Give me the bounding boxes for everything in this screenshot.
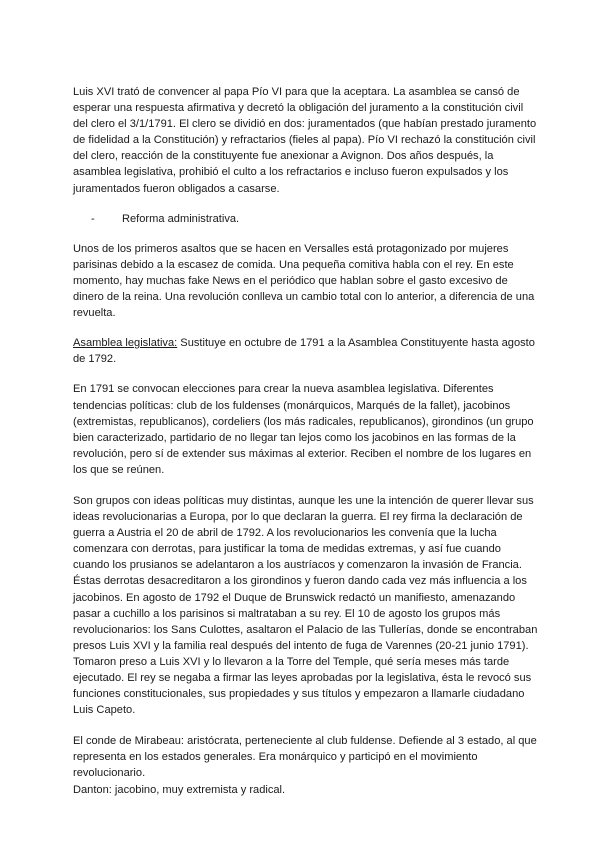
paragraph-danton: Danton: jacobino, muy extremista y radical.: [73, 783, 286, 796]
asamblea-legislativa-text: Sustituye en octubre de 1791 a la Asamblea Constituyente hasta agosto de 1792.: [73, 337, 535, 366]
bullet-item: [91, 211, 540, 227]
bullet-text: Reforma administrativa.: [122, 212, 240, 225]
paragraph-asamblea-legislativa: [73, 335, 540, 367]
paragraph-elecciones: En 1791 se convocan elecciones para crear la nueva asamblea legislativa. Diferentes tendencias políticas: club de los fuldenses (monárquicos, Marqués de la fallet), jacobinos (extremistas, republicanos), cordeliers (los más radicales, republicanos), girondinos (un grupo bien caracterizado, partidario de no llegar tan lejos como los jacobinos en las formas de la revolución, pero sí de extender sus máximas al exterior. Reciben el nombre de los lugares en los que se reúnen.: [73, 383, 534, 476]
bullet-dash: -: [91, 212, 95, 225]
paragraph-mirabeau: El conde de Mirabeau: aristócrata, perteneciente al club fuldense. Defiende al 3 estado, al que representa en los estados generales. Era monárquico y participó en el movimiento revolucionario.: [73, 735, 537, 780]
paragraph-papa-pio-vi: Luis XVI trató de convencer al papa Pío VI para que la aceptara. La asamblea se cansó de esperar una respuesta afirmativa y decretó la obligación del juramento a la constitución civil del clero el 3/1/1791. El clero se dividió en dos: juramentados (que habían prestado juramento de fidelidad a la Constitución) y refractarios (fieles al papa). Pío VI rechazó la constitución civil del clero, reacción de la constituyente fue anexionar a Avignon. Dos años después, la asamblea legislativa, prohibió el culto a los refractarios e incluso fueron expulsados y los juramentados fueron obligados a casarse.: [73, 86, 537, 195]
paragraph-guerra: Son grupos con ideas políticas muy distintas, aunque les une la intención de querer llevar sus ideas revolucionarias a Europa, por lo que declaran la guerra. El rey firma la declaración de guerra a Austria el 20 de abril de 1792. A los revolucionarios les convenía que la lucha comenzara con derrotas, para justificar la toma de medidas extremas, y así fue cuando cuando los prusianos se adelantaron a los austríacos y comenzaron la invasión de Francia. Éstas derrotas desacreditaron a los girondinos y fueron dando cada vez más influencia a los jacobinos. En agosto de 1792 el Duque de Brunswick redactó un manifiesto, amenazando pasar a cuchillo a los parisinos si maltrataban a su rey. El 10 de agosto los grupos más revolucionarios: los Sans Culottes, asaltaron el Palacio de las Tullerías, donde se encontraban presos Luis XVI y la familia real después del intento de fuga de Varennes (20-21 junio 1791). Tomaron preso a Luis XVI y lo llevaron a la Torre del Temple, qué sería meses más tarde ejecutado. El rey se negaba a firmar las leyes aprobadas por la legislativa, ésta le revocó sus funciones constitucionales, sus propiedades y sus títulos y empezaron a llamarle ciudadano Luis Capeto.: [73, 494, 538, 717]
paragraph-versalles: Unos de los primeros asaltos que se hacen en Versalles está protagonizado por mujeres parisinas debido a la escasez de comida. Una pequeña comitiva habla con el rey. En este momento, hay muchas fake News en el periódico que hablan sobre el gasto excesivo de dinero de la reina. Una revolución conlleva un cambio total con lo anterior, a diferencia de una revuelta.: [73, 242, 535, 320]
asamblea-legislativa-label: Asamblea legislativa:: [73, 337, 178, 350]
